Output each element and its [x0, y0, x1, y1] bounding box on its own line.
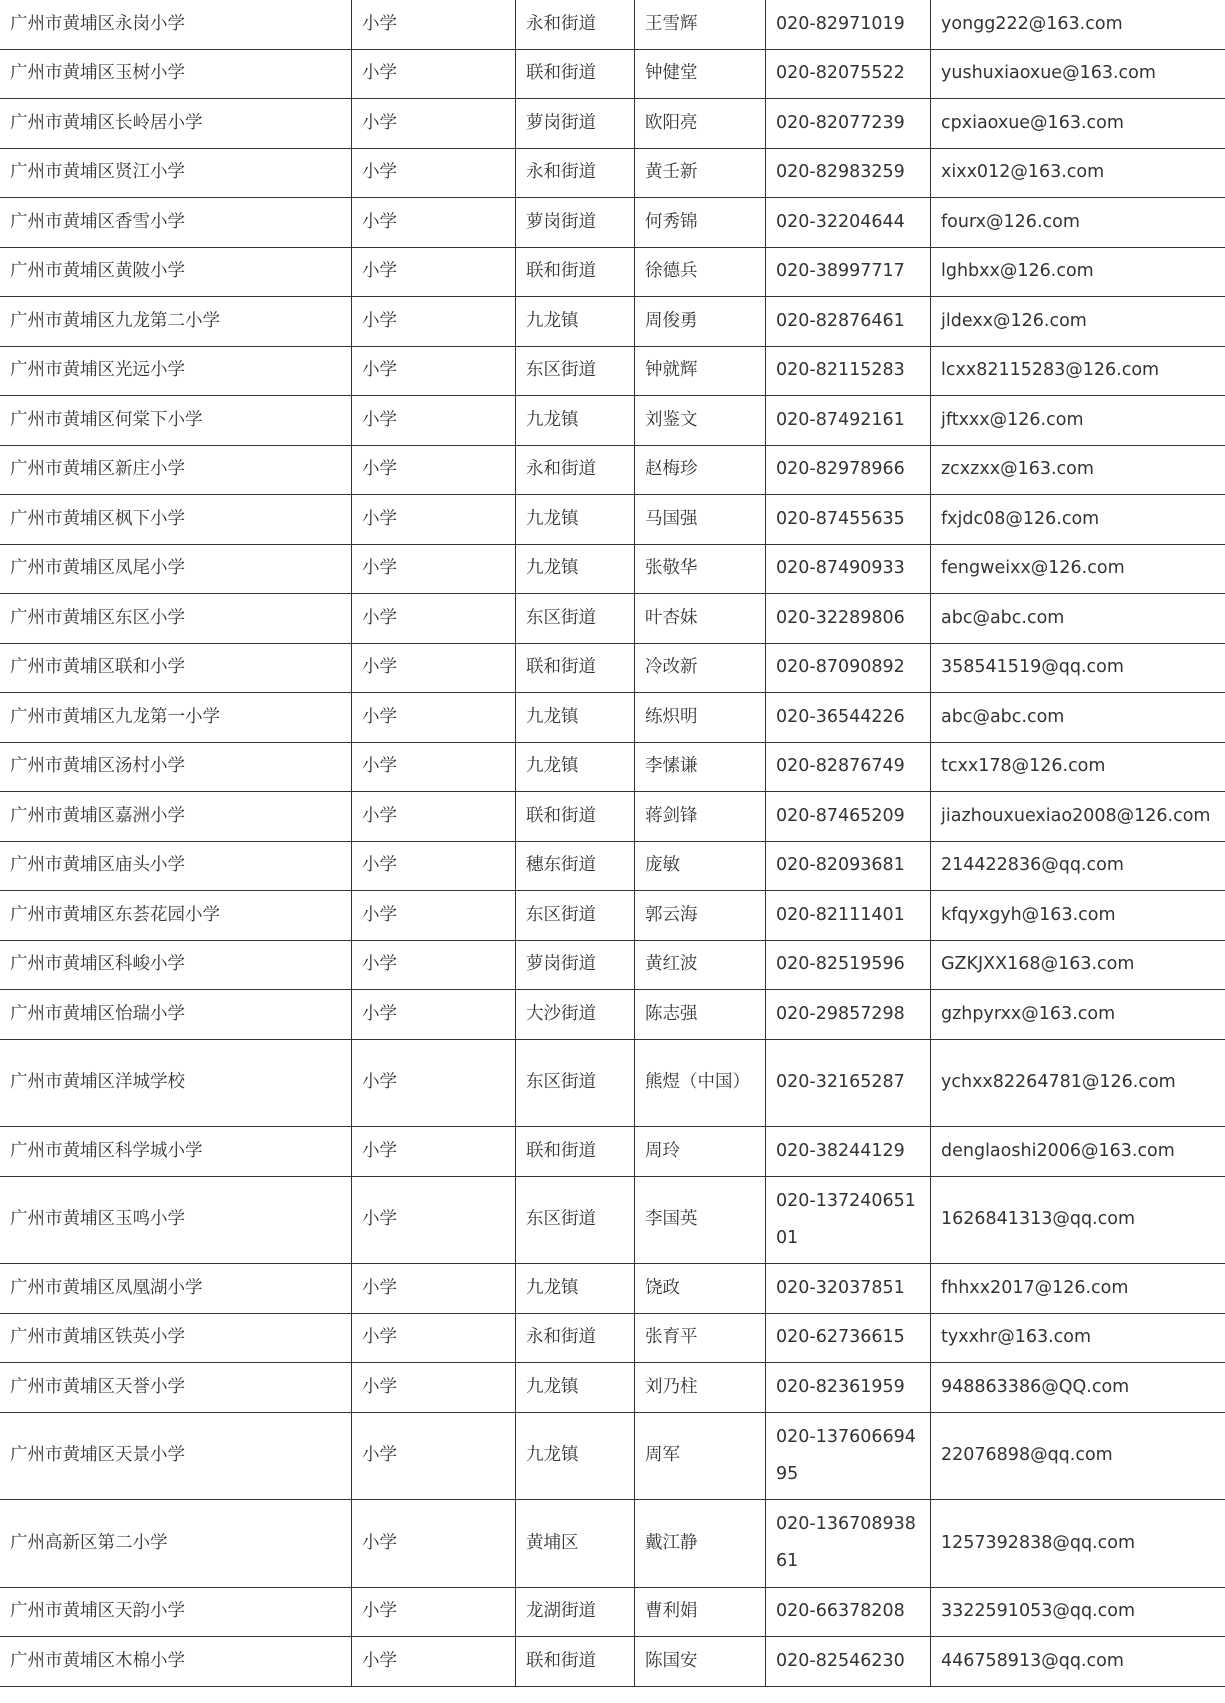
table-row	[0, 1176, 1225, 1264]
contact-person-cell: 黄壬新	[635, 148, 766, 198]
table-row	[0, 396, 1225, 446]
school-name-cell: 广州市黄埔区九龙第二小学	[0, 297, 352, 347]
contact-person-cell: 黄红波	[635, 940, 766, 990]
phone-cell: 020-62736615	[766, 1313, 931, 1363]
contact-person-cell: 饶政	[635, 1264, 766, 1314]
contact-person-cell: 熊煜（中国）	[635, 1039, 766, 1127]
table-row	[0, 891, 1225, 941]
table-row	[0, 1587, 1225, 1637]
school-level-cell: 小学	[352, 1264, 516, 1314]
table-row	[0, 1127, 1225, 1177]
school-level-cell: 小学	[352, 1176, 516, 1264]
phone-cell: 020-82983259	[766, 148, 931, 198]
district-cell: 大沙街道	[516, 990, 635, 1040]
district-cell: 九龙镇	[516, 495, 635, 545]
school-level-cell: 小学	[352, 346, 516, 396]
school-name-cell: 广州市黄埔区玉树小学	[0, 49, 352, 99]
email-cell[interactable]: denglaoshi2006@163.com	[931, 1127, 1225, 1177]
email-cell[interactable]: lghbxx@126.com	[931, 247, 1225, 297]
district-cell: 萝岗街道	[516, 99, 635, 149]
table-row	[0, 1412, 1225, 1500]
contact-person-cell: 钟健堂	[635, 49, 766, 99]
email-cell[interactable]: abc@abc.com	[931, 594, 1225, 644]
phone-cell: 020-38244129	[766, 1127, 931, 1177]
contact-person-cell: 周俊勇	[635, 297, 766, 347]
district-cell: 穗东街道	[516, 841, 635, 891]
school-name-cell: 广州市黄埔区联和小学	[0, 643, 352, 693]
table-row	[0, 445, 1225, 495]
district-cell: 萝岗街道	[516, 940, 635, 990]
school-name-cell: 广州市黄埔区新庄小学	[0, 445, 352, 495]
email-cell[interactable]: fengweixx@126.com	[931, 544, 1225, 594]
phone-cell: 020-32289806	[766, 594, 931, 644]
district-cell: 九龙镇	[516, 1264, 635, 1314]
school-name-cell: 广州市黄埔区香雪小学	[0, 198, 352, 248]
school-level-cell: 小学	[352, 841, 516, 891]
school-name-cell: 广州市黄埔区天韵小学	[0, 1587, 352, 1637]
email-cell[interactable]: 214422836@qq.com	[931, 841, 1225, 891]
email-cell[interactable]: 22076898@qq.com	[931, 1412, 1225, 1500]
school-level-cell: 小学	[352, 396, 516, 446]
contact-person-cell: 何秀锦	[635, 198, 766, 248]
phone-cell: 020-87492161	[766, 396, 931, 446]
school-level-cell: 小学	[352, 445, 516, 495]
table-row	[0, 49, 1225, 99]
district-cell: 萝岗街道	[516, 198, 635, 248]
district-cell: 永和街道	[516, 445, 635, 495]
school-name-cell: 广州市黄埔区铁英小学	[0, 1313, 352, 1363]
phone-cell: 020-82111401	[766, 891, 931, 941]
phone-cell: 020-38997717	[766, 247, 931, 297]
table-row	[0, 1039, 1225, 1127]
phone-cell: 020-82077239	[766, 99, 931, 149]
contact-person-cell: 练炽明	[635, 693, 766, 743]
table-row	[0, 0, 1225, 49]
email-cell[interactable]: yongg222@163.com	[931, 0, 1225, 49]
school-name-cell: 广州市黄埔区天誉小学	[0, 1363, 352, 1413]
contact-person-cell: 张育平	[635, 1313, 766, 1363]
school-name-cell: 广州市黄埔区光远小学	[0, 346, 352, 396]
contact-person-cell: 冷改新	[635, 643, 766, 693]
phone-cell: 020-82519596	[766, 940, 931, 990]
email-cell[interactable]: ychxx82264781@126.com	[931, 1039, 1225, 1127]
school-level-cell: 小学	[352, 1500, 516, 1588]
school-level-cell: 小学	[352, 49, 516, 99]
contact-person-cell: 陈国安	[635, 1637, 766, 1687]
phone-cell: 020-13670893861	[766, 1500, 931, 1588]
school-name-cell: 广州市黄埔区永岗小学	[0, 0, 352, 49]
phone-cell: 020-82546230	[766, 1637, 931, 1687]
contact-person-cell: 曹利娟	[635, 1587, 766, 1637]
email-cell[interactable]: yushuxiaoxue@163.com	[931, 49, 1225, 99]
table-row	[0, 990, 1225, 1040]
email-cell[interactable]: fourx@126.com	[931, 198, 1225, 248]
district-cell: 联和街道	[516, 247, 635, 297]
phone-cell: 020-87490933	[766, 544, 931, 594]
school-level-cell: 小学	[352, 247, 516, 297]
phone-cell: 020-82075522	[766, 49, 931, 99]
school-name-cell: 广州市黄埔区东区小学	[0, 594, 352, 644]
email-cell[interactable]: 948863386@QQ.com	[931, 1363, 1225, 1413]
contact-person-cell: 周玲	[635, 1127, 766, 1177]
table-row	[0, 1637, 1225, 1687]
contact-person-cell: 周军	[635, 1412, 766, 1500]
phone-cell: 020-87090892	[766, 643, 931, 693]
school-name-cell: 广州市黄埔区嘉洲小学	[0, 792, 352, 842]
contact-person-cell: 李国英	[635, 1176, 766, 1264]
district-cell: 九龙镇	[516, 742, 635, 792]
school-level-cell: 小学	[352, 297, 516, 347]
school-name-cell: 广州市黄埔区天景小学	[0, 1412, 352, 1500]
school-name-cell: 广州市黄埔区凤凰湖小学	[0, 1264, 352, 1314]
email-cell[interactable]: tcxx178@126.com	[931, 742, 1225, 792]
email-cell[interactable]: zcxzxx@163.com	[931, 445, 1225, 495]
table-row	[0, 841, 1225, 891]
school-level-cell: 小学	[352, 198, 516, 248]
email-cell[interactable]: 3322591053@qq.com	[931, 1587, 1225, 1637]
school-level-cell: 小学	[352, 1127, 516, 1177]
phone-cell: 020-82971019	[766, 0, 931, 49]
district-cell: 永和街道	[516, 148, 635, 198]
email-cell[interactable]: lcxx82115283@126.com	[931, 346, 1225, 396]
school-name-cell: 广州市黄埔区凤尾小学	[0, 544, 352, 594]
phone-cell: 020-32165287	[766, 1039, 931, 1127]
district-cell: 九龙镇	[516, 693, 635, 743]
table-row	[0, 99, 1225, 149]
phone-cell: 020-82115283	[766, 346, 931, 396]
school-name-cell: 广州市黄埔区九龙第一小学	[0, 693, 352, 743]
district-cell: 永和街道	[516, 1313, 635, 1363]
school-level-cell: 小学	[352, 148, 516, 198]
school-name-cell: 广州市黄埔区科峻小学	[0, 940, 352, 990]
contact-person-cell: 刘乃柱	[635, 1363, 766, 1413]
phone-cell: 020-36544226	[766, 693, 931, 743]
phone-cell: 020-32204644	[766, 198, 931, 248]
phone-cell: 020-13760669495	[766, 1412, 931, 1500]
school-name-cell: 广州市黄埔区东荟花园小学	[0, 891, 352, 941]
school-name-cell: 广州市黄埔区洋城学校	[0, 1039, 352, 1127]
email-cell[interactable]: 446758913@qq.com	[931, 1637, 1225, 1687]
school-level-cell: 小学	[352, 594, 516, 644]
contact-person-cell: 徐德兵	[635, 247, 766, 297]
email-cell[interactable]: cpxiaoxue@163.com	[931, 99, 1225, 149]
school-level-cell: 小学	[352, 1637, 516, 1687]
district-cell: 九龙镇	[516, 1412, 635, 1500]
district-cell: 黄埔区	[516, 1500, 635, 1588]
table-row	[0, 346, 1225, 396]
contact-person-cell: 钟就辉	[635, 346, 766, 396]
phone-cell: 020-32037851	[766, 1264, 931, 1314]
contact-person-cell: 赵梅珍	[635, 445, 766, 495]
school-name-cell: 广州市黄埔区怡瑞小学	[0, 990, 352, 1040]
school-name-cell: 广州市黄埔区玉鸣小学	[0, 1176, 352, 1264]
table-row	[0, 1500, 1225, 1588]
email-cell[interactable]: fxjdc08@126.com	[931, 495, 1225, 545]
school-level-cell: 小学	[352, 495, 516, 545]
school-name-cell: 广州市黄埔区贤江小学	[0, 148, 352, 198]
email-cell[interactable]: jiazhouxuexiao2008@126.com	[931, 792, 1225, 842]
phone-cell: 020-87455635	[766, 495, 931, 545]
email-cell[interactable]: 358541519@qq.com	[931, 643, 1225, 693]
email-cell[interactable]: tyxxhr@163.com	[931, 1313, 1225, 1363]
school-level-cell: 小学	[352, 1313, 516, 1363]
school-level-cell: 小学	[352, 1587, 516, 1637]
school-level-cell: 小学	[352, 1412, 516, 1500]
district-cell: 联和街道	[516, 643, 635, 693]
school-name-cell: 广州市黄埔区长岭居小学	[0, 99, 352, 149]
email-cell[interactable]: jftxxx@126.com	[931, 396, 1225, 446]
phone-cell: 020-82361959	[766, 1363, 931, 1413]
district-cell: 九龙镇	[516, 396, 635, 446]
district-cell: 九龙镇	[516, 1363, 635, 1413]
school-name-cell: 广州高新区第二小学	[0, 1500, 352, 1588]
phone-cell: 020-66378208	[766, 1587, 931, 1637]
table-row	[0, 1363, 1225, 1413]
phone-cell: 020-82978966	[766, 445, 931, 495]
table-row	[0, 148, 1225, 198]
school-level-cell: 小学	[352, 742, 516, 792]
school-level-cell: 小学	[352, 0, 516, 49]
school-name-cell: 广州市黄埔区黄陂小学	[0, 247, 352, 297]
school-name-cell: 广州市黄埔区汤村小学	[0, 742, 352, 792]
school-level-cell: 小学	[352, 990, 516, 1040]
email-cell[interactable]: fhhxx2017@126.com	[931, 1264, 1225, 1314]
table-row	[0, 940, 1225, 990]
school-level-cell: 小学	[352, 1039, 516, 1127]
email-cell[interactable]: 1257392838@qq.com	[931, 1500, 1225, 1588]
phone-cell: 020-82093681	[766, 841, 931, 891]
phone-cell: 020-87465209	[766, 792, 931, 842]
district-cell: 九龙镇	[516, 297, 635, 347]
table-row	[0, 247, 1225, 297]
school-level-cell: 小学	[352, 792, 516, 842]
email-cell[interactable]: abc@abc.com	[931, 693, 1225, 743]
contact-person-cell: 庞敏	[635, 841, 766, 891]
email-cell[interactable]: xixx012@163.com	[931, 148, 1225, 198]
district-cell: 联和街道	[516, 792, 635, 842]
contact-person-cell: 马国强	[635, 495, 766, 545]
email-cell[interactable]: 1626841313@qq.com	[931, 1176, 1225, 1264]
table-row	[0, 198, 1225, 248]
school-level-cell: 小学	[352, 891, 516, 941]
email-cell[interactable]: GZKJXX168@163.com	[931, 940, 1225, 990]
phone-cell: 020-13724065101	[766, 1176, 931, 1264]
school-name-cell: 广州市黄埔区木棉小学	[0, 1637, 352, 1687]
district-cell: 九龙镇	[516, 544, 635, 594]
email-cell[interactable]: jldexx@126.com	[931, 297, 1225, 347]
district-cell: 东区街道	[516, 1176, 635, 1264]
table-row	[0, 1313, 1225, 1363]
contact-person-cell: 欧阳亮	[635, 99, 766, 149]
school-level-cell: 小学	[352, 643, 516, 693]
contact-person-cell: 刘鉴文	[635, 396, 766, 446]
school-level-cell: 小学	[352, 1363, 516, 1413]
table-row	[0, 693, 1225, 743]
table-row	[0, 792, 1225, 842]
contact-person-cell: 王雪辉	[635, 0, 766, 49]
district-cell: 联和街道	[516, 1637, 635, 1687]
table-row	[0, 742, 1225, 792]
school-level-cell: 小学	[352, 544, 516, 594]
phone-cell: 020-82876749	[766, 742, 931, 792]
table-row	[0, 297, 1225, 347]
school-name-cell: 广州市黄埔区何棠下小学	[0, 396, 352, 446]
table-row	[0, 495, 1225, 545]
table-row	[0, 594, 1225, 644]
table-row	[0, 643, 1225, 693]
district-cell: 永和街道	[516, 0, 635, 49]
district-cell: 东区街道	[516, 891, 635, 941]
district-cell: 联和街道	[516, 49, 635, 99]
district-cell: 龙湖街道	[516, 1587, 635, 1637]
school-name-cell: 广州市黄埔区庙头小学	[0, 841, 352, 891]
school-level-cell: 小学	[352, 99, 516, 149]
table-row	[0, 544, 1225, 594]
contact-person-cell: 蒋剑锋	[635, 792, 766, 842]
district-cell: 东区街道	[516, 346, 635, 396]
phone-cell: 020-29857298	[766, 990, 931, 1040]
contact-person-cell: 戴江静	[635, 1500, 766, 1588]
district-cell: 联和街道	[516, 1127, 635, 1177]
school-level-cell: 小学	[352, 693, 516, 743]
contact-person-cell: 叶杏妹	[635, 594, 766, 644]
school-level-cell: 小学	[352, 940, 516, 990]
contact-person-cell: 郭云海	[635, 891, 766, 941]
contact-person-cell: 陈志强	[635, 990, 766, 1040]
contact-person-cell: 张敬华	[635, 544, 766, 594]
phone-cell: 020-82876461	[766, 297, 931, 347]
contact-person-cell: 李愫谦	[635, 742, 766, 792]
district-cell: 东区街道	[516, 1039, 635, 1127]
district-cell: 东区街道	[516, 594, 635, 644]
school-name-cell: 广州市黄埔区科学城小学	[0, 1127, 352, 1177]
school-name-cell: 广州市黄埔区枫下小学	[0, 495, 352, 545]
table-row	[0, 1264, 1225, 1314]
email-cell[interactable]: kfqyxgyh@163.com	[931, 891, 1225, 941]
email-cell[interactable]: gzhpyrxx@163.com	[931, 990, 1225, 1040]
